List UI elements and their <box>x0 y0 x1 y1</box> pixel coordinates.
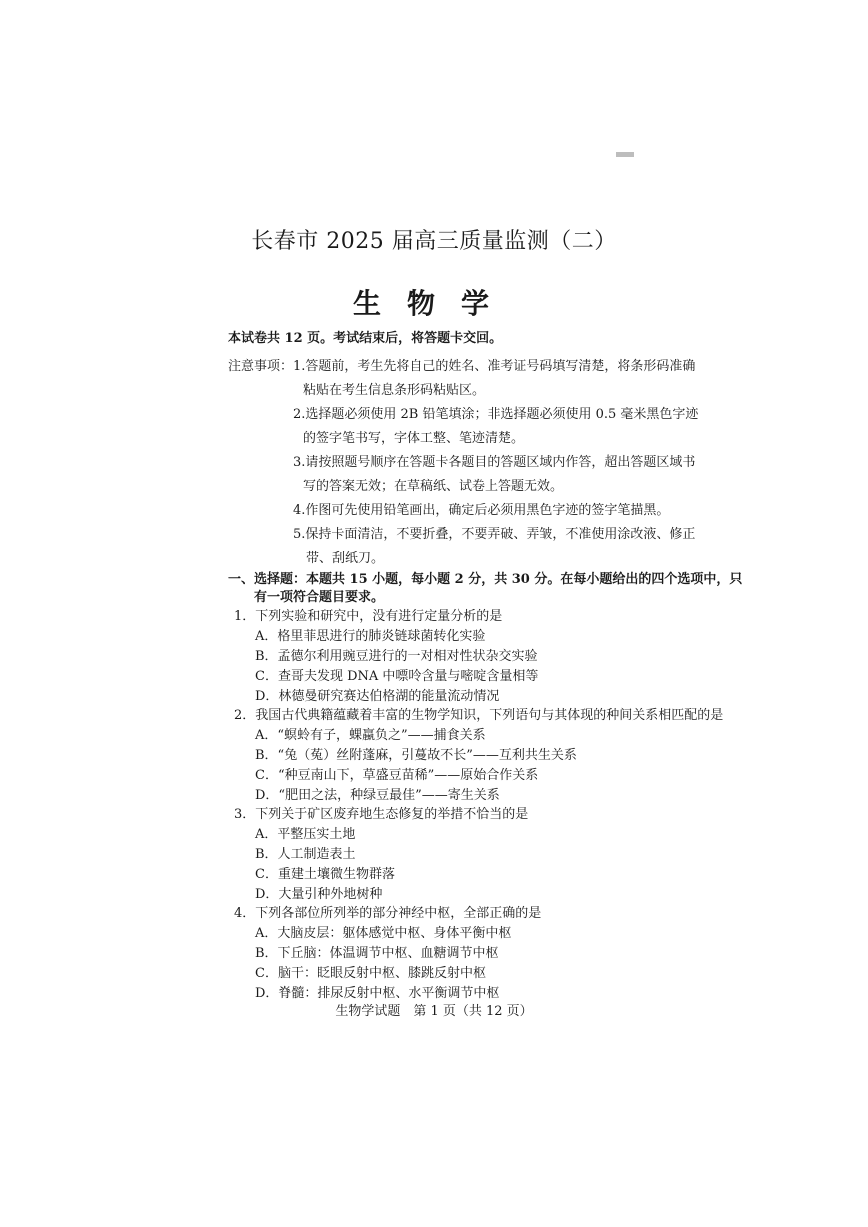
page-footer: 生物学试题 第 1 页（共 12 页） <box>335 1004 533 1019</box>
note-line: 5.保持卡面清洁，不要折叠，不要弄破、弄皱，不准使用涂改液、修正 <box>293 527 696 542</box>
question-stem: 3．下列关于矿区废弃地生态修复的举措不恰当的是 <box>234 807 529 822</box>
question-option: A．平整压实土地 <box>255 827 356 842</box>
question-option: A．格里菲思进行的肺炎链球菌转化实验 <box>255 629 486 644</box>
note-line: 粘贴在考生信息条形码粘贴区。 <box>303 383 486 398</box>
scan-mark <box>616 152 634 157</box>
question-option: C．重建土壤微生物群落 <box>255 867 395 882</box>
question-option: A．大脑皮层：躯体感觉中枢、身体平衡中枢 <box>255 926 512 941</box>
question-option: B．人工制造表土 <box>255 847 356 862</box>
question-option: B．下丘脑：体温调节中枢、血糖调节中枢 <box>255 946 499 961</box>
note-line: 2.选择题必须使用 2B 铅笔填涂；非选择题必须使用 0.5 毫米黑色字迹 <box>293 407 699 422</box>
question-option: C．查哥夫发现 DNA 中嘌呤含量与嘧啶含量相等 <box>255 669 539 684</box>
question-option: C．“种豆南山下，草盛豆苗稀”——原始合作关系 <box>255 768 539 783</box>
intro-line: 本试卷共 12 页。考试结束后，将答题卡交回。 <box>228 331 503 346</box>
question-option: D．大量引种外地树种 <box>255 887 383 902</box>
subject-title: 生物学 <box>352 287 515 320</box>
exam-title: 长春市 2025 届高三质量监测（二） <box>251 229 617 254</box>
question-stem: 2．我国古代典籍蕴藏着丰富的生物学知识，下列语句与其体现的种间关系相匹配的是 <box>234 708 724 723</box>
note-line: 的签字笔书写，字体工整、笔迹清楚。 <box>303 431 525 446</box>
question-option: D．林德曼研究赛达伯格湖的能量流动情况 <box>255 689 500 704</box>
question-option: A．“螟蛉有子，蜾蠃负之”——捕食关系 <box>255 728 486 743</box>
question-stem: 4．下列各部位所列举的部分神经中枢，全部正确的是 <box>234 906 542 921</box>
note-line: 4.作图可先使用铅笔画出，确定后必须用黑色字迹的签字笔描黑。 <box>293 503 670 518</box>
question-option: B．“兔（菟）丝附蓬麻，引蔓故不长”——互利共生关系 <box>255 748 577 763</box>
question-option: C．脑干：眨眼反射中枢、膝跳反射中枢 <box>255 966 486 981</box>
note-line: 1.答题前，考生先将自己的姓名、准考证号码填写清楚，将条形码准确 <box>293 359 696 374</box>
note-line: 3.请按照题号顺序在答题卡各题目的答题区域内作答，超出答题区域书 <box>293 455 696 470</box>
section-heading: 一、选择题：本题共 15 小题，每小题 2 分，共 30 分。在每小题给出的四个选项中，只 <box>228 572 743 587</box>
question-option: B．孟德尔利用豌豆进行的一对相对性状杂交实验 <box>255 649 538 664</box>
question-stem: 1．下列实验和研究中，没有进行定量分析的是 <box>234 609 503 624</box>
note-line: 带、刮纸刀。 <box>306 551 385 566</box>
notes-label: 注意事项： <box>228 359 294 374</box>
question-option: D．“肥田之法，种绿豆最佳”——寄生关系 <box>255 788 500 803</box>
question-option: D．脊髓：排尿反射中枢、水平衡调节中枢 <box>255 986 500 1001</box>
note-line: 写的答案无效；在草稿纸、试卷上答题无效。 <box>303 479 564 494</box>
section-heading-cont: 有一项符合题目要求。 <box>254 590 385 605</box>
